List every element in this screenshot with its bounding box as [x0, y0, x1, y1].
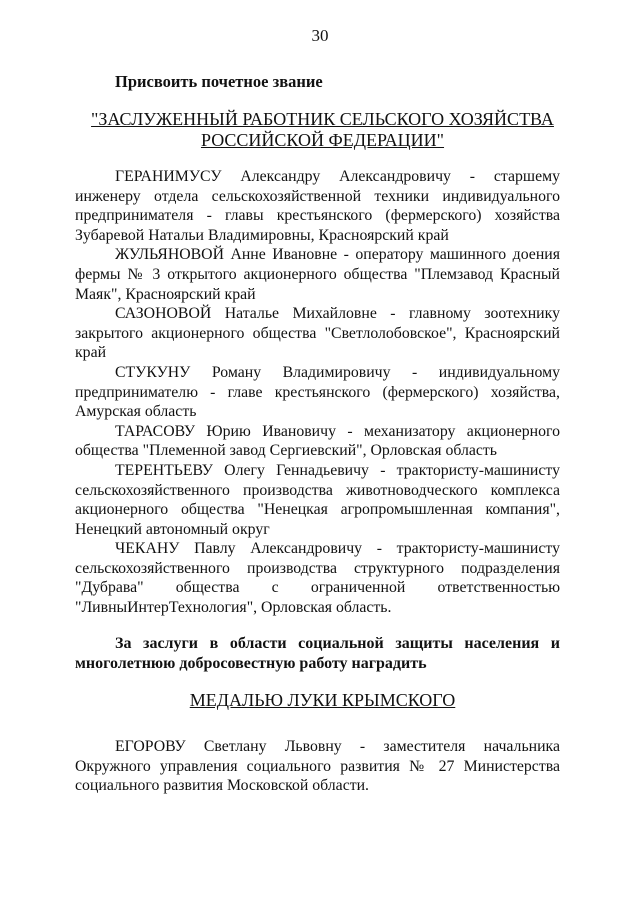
medal-recipient-list	[75, 737, 560, 796]
section-heading: Присвоить почетное звание	[115, 72, 323, 91]
page-number: 30	[311, 26, 329, 45]
honorary-title	[75, 109, 570, 151]
nominee-list	[75, 167, 560, 618]
recipient-entry: ЕГОРОВУ Светлану Львовну - заместителя начальника Окружного управления социального развития № 27 Министерства социального развития Московской области.	[75, 738, 560, 795]
nominee-entry: СТУКУНУ Роману Владимировичу - индивидуальному предпринимателю - главе крестьянского (фермерского) хозяйства, Амурская область	[75, 363, 560, 421]
nominee-entry: ЧЕКАНУ Павлу Александровичу - трактористу-машинисту сельскохозяйственного производства структурного подразделения "Дубрава" общества с ограниченной ответственностью "ЛивныИнтерТехнология", Орловская область.	[75, 540, 560, 617]
nominee-entry: САЗОНОВОЙ Наталье Михайловне - главному зоотехнику закрытого акционерного общества "Светлолобовское", Красноярский край	[75, 305, 560, 362]
nominee-entry: ЖУЛЬЯНОВОЙ Анне Ивановне - оператору машинного доения фермы № 3 открытого акционерного общества "Племзавод Красный Маяк", Красноярский край	[75, 246, 560, 303]
award-statement: За заслуги в области социальной защиты населения и многолетнюю добросовестную работу наградить	[75, 635, 560, 672]
nominee-entry: ТЕРЕНТЬЕВУ Олегу Геннадьевичу - трактористу-машинисту сельскохозяйственного производства животноводческого комплекса акционерного общества "Ненецкая агропромышленная компания", Ненецкий автономный округ	[75, 461, 560, 538]
nominee-entry: ГЕРАНИМУСУ Александру Александровичу - старшему инженеру отдела сельскохозяйственной техники индивидуального предпринимателя - главы крестьянского (фермерского) хозяйства Зубаревой Натальи Владимировны, Красноярский край	[75, 168, 560, 244]
honorary-title-line-1: "ЗАСЛУЖЕННЫЙ РАБОТНИК СЕЛЬСКОГО ХОЗЯЙСТВА	[91, 109, 554, 129]
medal-title: МЕДАЛЬЮ ЛУКИ КРЫМСКОГО	[189, 690, 456, 710]
honorary-title-line-2: РОССИЙСКОЙ ФЕДЕРАЦИИ"	[200, 130, 445, 150]
nominee-entry: ТАРАСОВУ Юрию Ивановичу - механизатору акционерного общества "Племенной завод Сергиевский", Орловская область	[75, 422, 560, 460]
